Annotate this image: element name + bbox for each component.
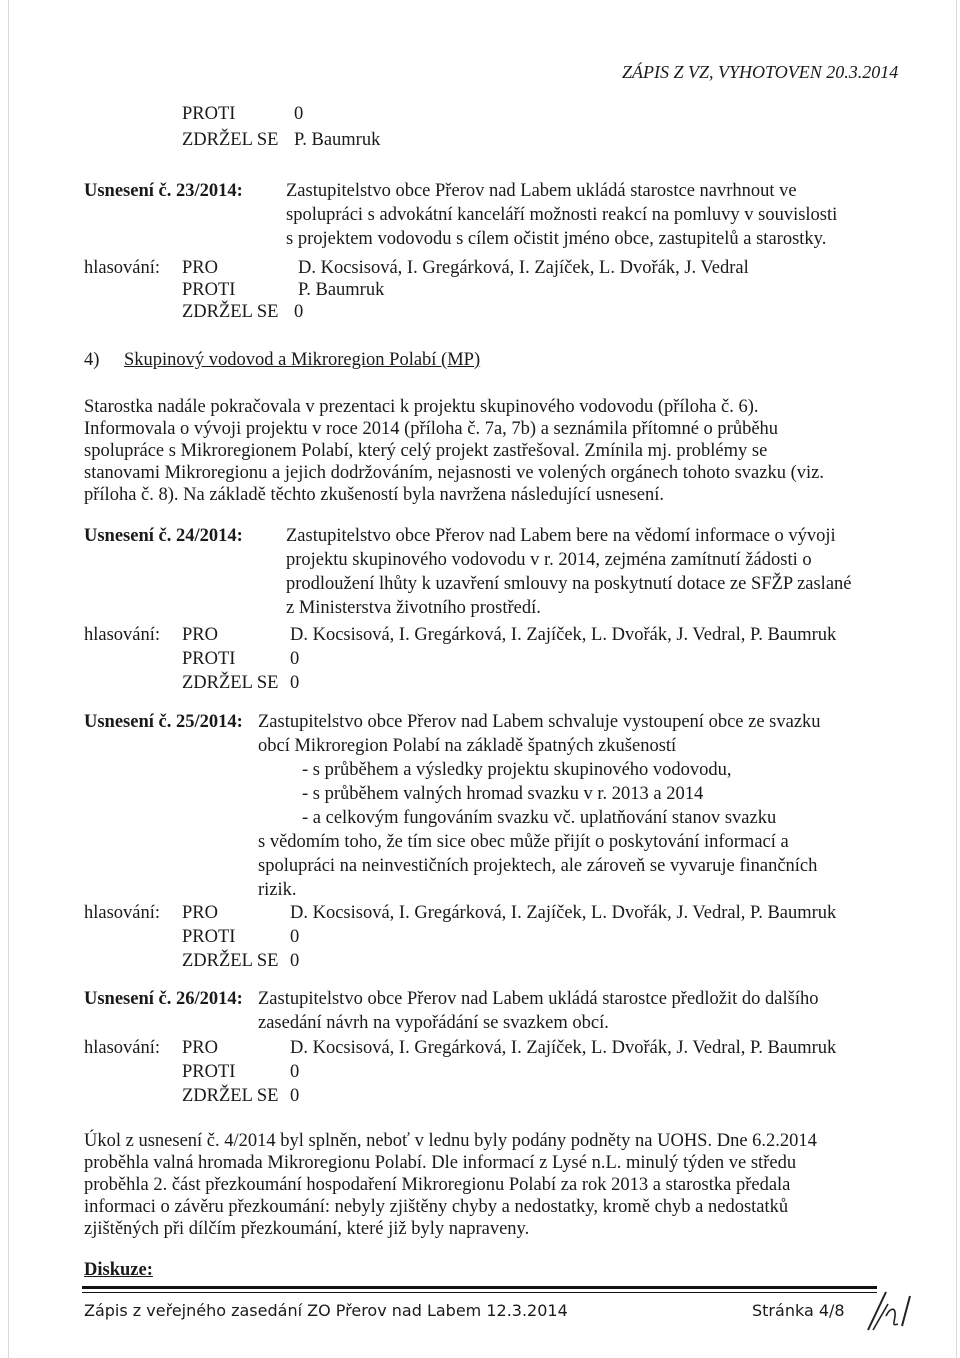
resolution-23-line: spolupráci s advokátní kanceláří možnosti reakcí na pomluvy v souvislosti: [286, 205, 838, 225]
resolution-23-hlasovani: hlasování:: [84, 258, 161, 278]
resolution-24-number: Usnesení č. 24/2014:: [84, 526, 243, 546]
resolution-25-pro-label: PRO: [182, 903, 218, 923]
top-vote-zdrzel-label: ZDRŽEL SE: [182, 130, 279, 150]
resolution-26-pro-value: D. Kocsisová, I. Gregárková, I. Zajíček, L. Dvořák, J. Vedral, P. Baumruk: [290, 1038, 837, 1058]
resolution-23-zdrzel-value: 0: [294, 302, 304, 322]
resolution-25-line: s vědomím toho, že tím sice obec může přijít o poskytování informací a: [258, 832, 789, 852]
paragraph-line: Informovala o vývoji projektu v roce 2014 (příloha č. 7a, 7b) a seznámila přítomné o průběhu: [84, 419, 779, 439]
paragraph-line: proběhla valná hromada Mikroregionu Polabí. Dle informací z Lysé n.L. minulý týden ve středu: [84, 1153, 797, 1173]
resolution-23-line: s projektem vodovodu s cílem očistit jméno obce, zastupitelů a starostky.: [286, 229, 827, 249]
resolution-25-bullet: - s průběhem a výsledky projektu skupinového vodovodu,: [302, 760, 732, 780]
resolution-25-number: Usnesení č. 25/2014:: [84, 712, 243, 732]
resolution-26-line: zasedání návrh na vypořádání se svazkem obcí.: [258, 1013, 609, 1033]
footer-rule-thin: [82, 1292, 877, 1293]
resolution-24-line: Zastupitelstvo obce Přerov nad Labem bere na vědomí informace o vývoji: [286, 526, 836, 546]
scan-edge-left: [8, 0, 9, 1358]
resolution-24-pro-value: D. Kocsisová, I. Gregárková, I. Zajíček, L. Dvořák, J. Vedral, P. Baumruk: [290, 625, 837, 645]
resolution-24-proti-label: PROTI: [182, 649, 236, 669]
resolution-24-pro-label: PRO: [182, 625, 218, 645]
paragraph-line: zjištěných při dílčím přezkoumání, které již byly napraveny.: [84, 1219, 530, 1239]
paragraph-line: proběhla 2. část přezkoumání hospodaření Mikroregionu Polabí za rok 2013 a starostka předala: [84, 1175, 791, 1195]
section-4-title: Skupinový vodovod a Mikroregion Polabí (MP): [124, 350, 481, 370]
paragraph-line: Starostka nadále pokračovala v prezentaci k projektu skupinového vodovodu (příloha č. 6).: [84, 397, 759, 417]
resolution-23-proti-value: P. Baumruk: [298, 280, 385, 300]
diskuze-heading: Diskuze:: [84, 1260, 153, 1280]
paragraph-line: Úkol z usnesení č. 4/2014 byl splněn, neboť v lednu byly podány podněty na UOHS. Dne 6.2.2014: [84, 1131, 817, 1151]
top-vote-zdrzel-value: P. Baumruk: [294, 130, 381, 150]
resolution-25-line: Zastupitelstvo obce Přerov nad Labem schvaluje vystoupení obce ze svazku: [258, 712, 821, 732]
resolution-25-line: spolupráci na neinvestičních projektech, ale zároveň se vyvaruje finančních: [258, 856, 818, 876]
resolution-26-number: Usnesení č. 26/2014:: [84, 989, 243, 1009]
resolution-26-proti-value: 0: [290, 1062, 300, 1082]
resolution-26-zdrzel-label: ZDRŽEL SE: [182, 1086, 279, 1106]
resolution-25-bullet: - s průběhem valných hromad svazku v r. 2013 a 2014: [302, 784, 704, 804]
resolution-23-zdrzel-label: ZDRŽEL SE: [182, 302, 279, 322]
resolution-25-zdrzel-label: ZDRŽEL SE: [182, 951, 279, 971]
section-4-number: 4): [84, 350, 100, 370]
resolution-25-proti-value: 0: [290, 927, 300, 947]
paragraph-line: spolupráce s Mikroregionem Polabí, který celý projekt zastřešoval. Zmínila mj. problémy se: [84, 441, 768, 461]
resolution-25-pro-value: D. Kocsisová, I. Gregárková, I. Zajíček, L. Dvořák, J. Vedral, P. Baumruk: [290, 903, 837, 923]
resolution-26-hlasovani: hlasování:: [84, 1038, 161, 1058]
footer-rule-thick: [82, 1286, 877, 1289]
resolution-25-hlasovani: hlasování:: [84, 903, 161, 923]
scan-edge-right: [956, 0, 957, 1358]
resolution-25-line: obcí Mikroregion Polabí na základě špatných zkušeností: [258, 736, 677, 756]
resolution-23-pro-label: PRO: [182, 258, 218, 278]
top-vote-proti-value: 0: [294, 104, 304, 124]
resolution-25-proti-label: PROTI: [182, 927, 236, 947]
resolution-24-zdrzel-label: ZDRŽEL SE: [182, 673, 279, 693]
resolution-23-number: Usnesení č. 23/2014:: [84, 181, 243, 201]
resolution-24-hlasovani: hlasování:: [84, 625, 161, 645]
resolution-23-pro-value: D. Kocsisová, I. Gregárková, I. Zajíček, L. Dvořák, J. Vedral: [298, 258, 749, 278]
paragraph-line: stanovami Mikroregionu a jejich dodržováním, nejasnosti ve volených orgánech tohoto svazku (viz.: [84, 463, 824, 483]
running-header: ZÁPIS Z VZ, VYHOTOVEN 20.3.2014: [622, 62, 899, 82]
resolution-25-line: rizik.: [258, 880, 297, 900]
resolution-26-line: Zastupitelstvo obce Přerov nad Labem ukládá starostce předložit do dalšího: [258, 989, 819, 1009]
resolution-24-zdrzel-value: 0: [290, 673, 300, 693]
paragraph-line: informaci o závěru přezkoumání: nebyly zjištěny chyby a nedostatky, kromě chyb a nedostatků: [84, 1197, 789, 1217]
footer-left: Zápis z veřejného zasedání ZO Přerov nad Labem 12.3.2014: [84, 1301, 568, 1320]
resolution-25-zdrzel-value: 0: [290, 951, 300, 971]
resolution-24-line: projektu skupinového vodovodu v r. 2014, zejména zamítnutí žádosti o: [286, 550, 812, 570]
footer-page-number: Stránka 4/8: [752, 1301, 845, 1320]
handwritten-initials-icon: [862, 1286, 914, 1336]
resolution-24-proti-value: 0: [290, 649, 300, 669]
resolution-23-proti-label: PROTI: [182, 280, 236, 300]
resolution-24-line: prodloužení lhůty k uzavření smlouvy na poskytnutí dotace ze SFŽP zaslané: [286, 574, 852, 594]
paragraph-line: příloha č. 8). Na základě těchto zkušeností byla navržena následující usnesení.: [84, 485, 664, 505]
resolution-23-line: Zastupitelstvo obce Přerov nad Labem ukládá starostce navrhnout ve: [286, 181, 797, 201]
resolution-24-line: z Ministerstva životního prostředí.: [286, 598, 541, 618]
top-vote-proti-label: PROTI: [182, 104, 236, 124]
resolution-25-bullet: - a celkovým fungováním svazku vč. uplatňování stanov svazku: [302, 808, 777, 828]
resolution-26-proti-label: PROTI: [182, 1062, 236, 1082]
resolution-26-pro-label: PRO: [182, 1038, 218, 1058]
resolution-26-zdrzel-value: 0: [290, 1086, 300, 1106]
